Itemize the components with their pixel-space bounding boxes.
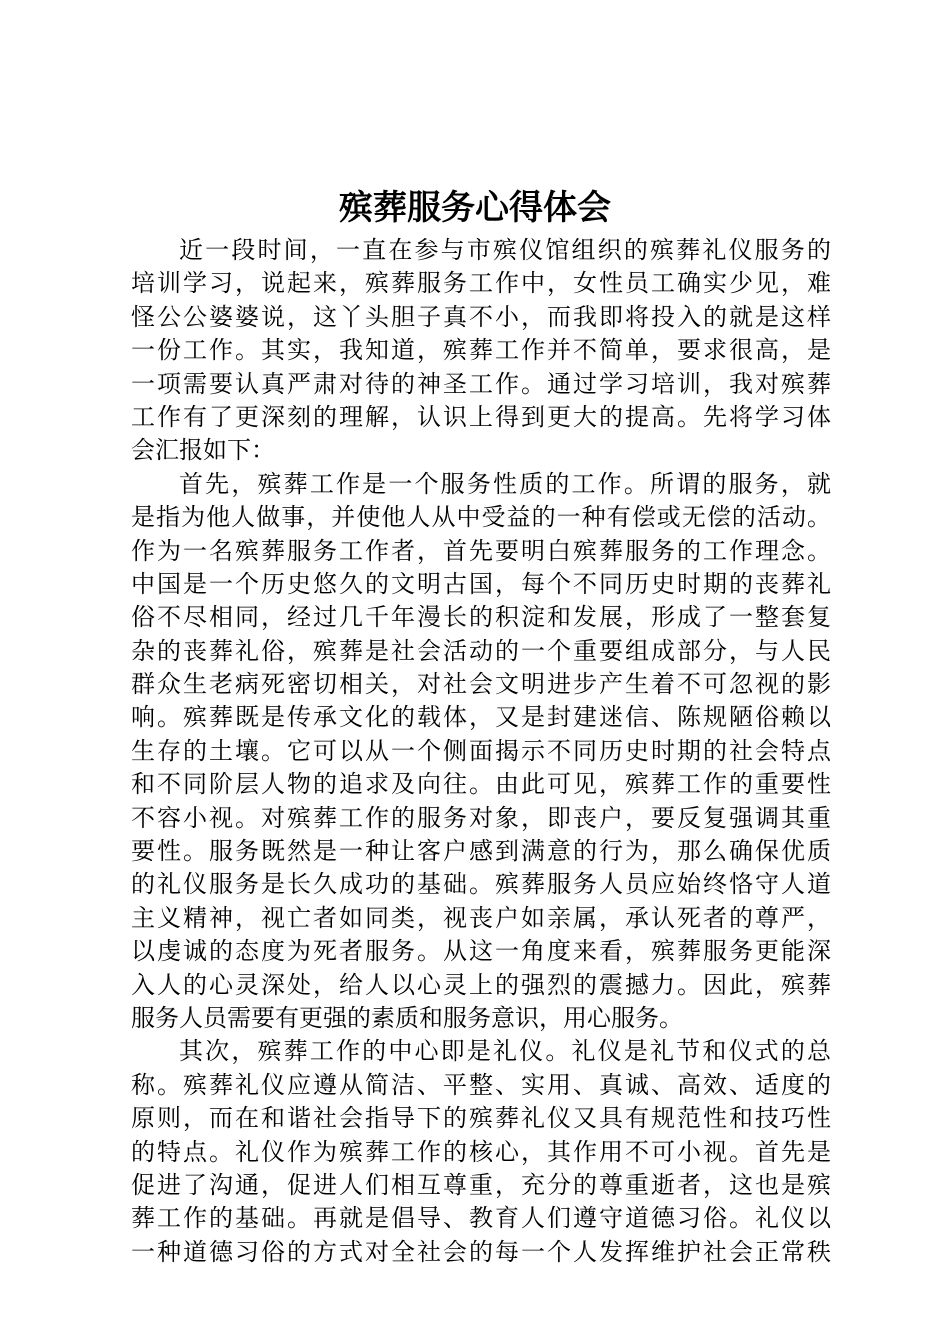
document-title: 殡葬服务心得体会 — [339, 188, 611, 228]
text-line: 是指为他人做事，并使他人从中受益的一种有偿或无偿的活动。 — [131, 503, 831, 532]
text-line: 称。殡葬礼仪应遵从简洁、平整、实用、真诚、高效、适度的 — [131, 1070, 831, 1099]
text-line: 杂的丧葬礼俗，殡葬是社会活动的一个重要组成部分，与人民 — [131, 636, 831, 665]
text-line: 怪公公婆婆说，这丫头胆子真不小，而我即将投入的就是这样 — [131, 302, 831, 331]
text-line: 工作有了更深刻的理解，认识上得到更大的提高。先将学习体 — [131, 402, 831, 431]
document-body — [131, 234, 831, 1269]
text-line: 俗不尽相同，经过几千年漫长的积淀和发展，形成了一整套复 — [131, 603, 831, 632]
text-line: 一种道德习俗的方式对全社会的每一个人发挥维护社会正常秩 — [131, 1237, 831, 1266]
text-line: 首先，殡葬工作是一个服务性质的工作。所谓的服务，就 — [179, 469, 831, 498]
text-line: 服务人员需要有更强的素质和服务意识，用心服务。 — [131, 1003, 683, 1032]
text-line: 一份工作。其实，我知道，殡葬工作并不简单，要求很高，是 — [131, 336, 831, 365]
paragraph — [131, 1035, 831, 1269]
text-line: 和不同阶层人物的追求及向往。由此可见，殡葬工作的重要性 — [131, 770, 831, 799]
text-line: 中国是一个历史悠久的文明古国，每个不同历史时期的丧葬礼 — [131, 569, 831, 598]
text-line: 会汇报如下： — [131, 436, 275, 465]
text-line: 一项需要认真严肃对待的神圣工作。通过学习培训，我对殡葬 — [131, 369, 831, 398]
text-line: 以虔诚的态度为死者服务。从这一角度来看，殡葬服务更能深 — [131, 937, 831, 966]
text-line: 其次，殡葬工作的中心即是礼仪。礼仪是礼节和仪式的总 — [179, 1037, 831, 1066]
text-line: 主义精神，视亡者如同类，视丧户如亲属，承认死者的尊严， — [131, 903, 831, 932]
text-line: 的特点。礼仪作为殡葬工作的核心，其作用不可小视。首先是 — [131, 1137, 831, 1166]
paragraph — [131, 468, 831, 1036]
text-line: 作为一名殡葬服务工作者，首先要明白殡葬服务的工作理念。 — [131, 536, 831, 565]
text-line: 原则，而在和谐社会指导下的殡葬礼仪又具有规范性和技巧性 — [131, 1104, 831, 1133]
text-line: 葬工作的基础。再就是倡导、教育人们遵守道德习俗。礼仪以 — [131, 1204, 831, 1233]
text-line: 要性。服务既然是一种让客户感到满意的行为，那么确保优质 — [131, 837, 831, 866]
text-line: 促进了沟通，促进人们相互尊重，充分的尊重逝者，这也是殡 — [131, 1170, 831, 1199]
text-line: 的礼仪服务是长久成功的基础。殡葬服务人员应始终恪守人道 — [131, 870, 831, 899]
text-line: 响。殡葬既是传承文化的载体，又是封建迷信、陈规陋俗赖以 — [131, 703, 831, 732]
paragraph — [131, 234, 831, 468]
text-line: 不容小视。对殡葬工作的服务对象，即丧户，要反复强调其重 — [131, 803, 831, 832]
text-line: 近一段时间，一直在参与市殡仪馆组织的殡葬礼仪服务的 — [179, 236, 831, 264]
text-line: 培训学习，说起来，殡葬服务工作中，女性员工确实少见，难 — [131, 269, 831, 298]
text-line: 群众生老病死密切相关，对社会文明进步产生着不可忽视的影 — [131, 670, 831, 699]
text-line: 入人的心灵深处，给人以心灵上的强烈的震撼力。因此，殡葬 — [131, 970, 831, 999]
text-line: 生存的土壤。它可以从一个侧面揭示不同历史时期的社会特点 — [131, 736, 831, 765]
